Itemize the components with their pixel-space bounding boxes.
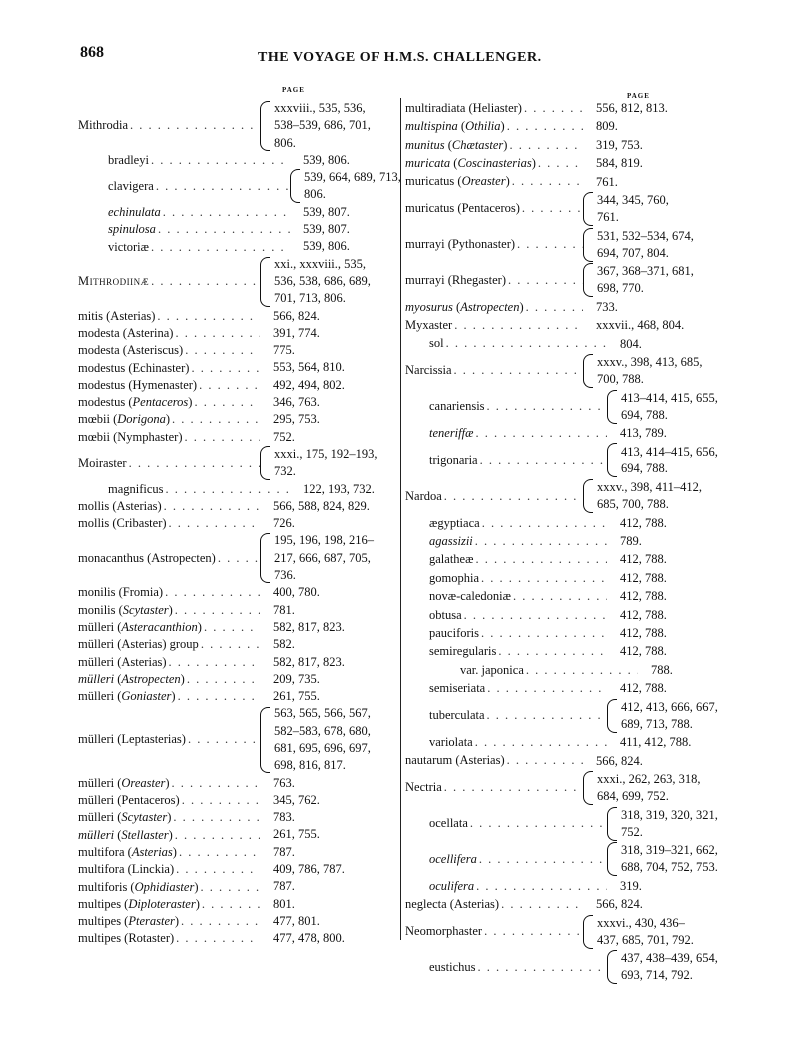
page-refs: 437, 685, 701, 792. — [597, 932, 694, 947]
brace — [583, 354, 593, 388]
page-refs: 685, 700, 788. — [597, 497, 669, 512]
page-refs: 806. — [274, 135, 296, 150]
page-refs: 391, 774. — [273, 325, 320, 340]
page-refs: 261, 755. — [273, 827, 320, 842]
page-refs: 367, 368–371, 681, — [597, 264, 694, 279]
brace — [607, 443, 617, 477]
entry-name: Neomorphaster . . . — [405, 924, 583, 939]
index-entry — [78, 896, 394, 913]
entry-name: modestus (Pentaceros) . . . — [78, 395, 260, 410]
entry-name: modestus (Hymenaster) . . . — [78, 378, 260, 393]
page-refs: 195, 196, 198, 216– — [274, 533, 374, 548]
index-entry — [78, 584, 394, 601]
page-refs: 584, 819. — [596, 156, 643, 171]
index-entry — [405, 137, 730, 154]
entry-name: agassizii . . . — [405, 534, 607, 549]
page-refs: 411, 412, 788. — [620, 735, 692, 750]
index-entry — [405, 228, 730, 262]
entry-name: obtusa . . . — [405, 608, 607, 623]
page-refs: 437, 438–439, 654, — [621, 951, 718, 966]
brace — [260, 533, 270, 583]
page-refs: 701, 713, 806. — [274, 291, 346, 306]
brace — [260, 101, 270, 151]
entry-name: mülleri (Oreaster) . . . — [78, 776, 260, 791]
page-refs: 582, 817, 823. — [273, 654, 345, 669]
page-refs: 681, 695, 696, 697, — [274, 740, 371, 755]
page-refs: 319, 753. — [596, 137, 643, 152]
entry-name: ocellifera . . . — [405, 852, 607, 867]
page-refs: 412, 788. — [620, 644, 667, 659]
index-entry — [405, 896, 730, 913]
entry-name: mülleri (Astropecten) . . . — [78, 672, 260, 687]
page-refs: xxxvi., 430, 436– — [597, 915, 685, 930]
entry-name: mollis (Cribaster) . . . — [78, 516, 260, 531]
page-refs: 761. — [597, 209, 619, 224]
right-column — [405, 86, 730, 986]
page-refs: xxxviii., 535, 536, — [274, 101, 366, 115]
index-entry — [78, 775, 394, 792]
page-refs: 295, 753. — [273, 412, 320, 427]
page-refs: 732. — [274, 464, 296, 479]
page-refs: 412, 788. — [620, 589, 667, 604]
entry-name: multifora (Linckia) . . . — [78, 862, 260, 877]
page-refs: 492, 494, 802. — [273, 377, 345, 392]
entry-name: monilis (Fromia) . . . — [78, 585, 260, 600]
index-entry — [78, 809, 394, 826]
page-refs: 413, 789. — [620, 426, 667, 441]
page-refs: 775. — [273, 343, 295, 358]
page-refs: 413–414, 415, 655, — [621, 390, 718, 405]
index-entry — [405, 570, 730, 587]
page-label-right: PAGE — [627, 92, 650, 100]
entry-name: semiregularis . . . — [405, 644, 607, 659]
entry-name: ocellata . . . — [405, 816, 607, 831]
page-refs: 788. — [651, 662, 673, 677]
entry-name: munitus (Chætaster) . . . — [405, 138, 583, 153]
entry-name: magnificus . . . — [78, 482, 290, 497]
index-entry — [405, 680, 730, 697]
page-refs: 122, 193, 732. — [303, 481, 375, 496]
left-column — [78, 86, 401, 948]
page-refs: 318, 319, 320, 321, — [621, 807, 718, 822]
index-entry — [78, 861, 394, 878]
page-refs: xxxi., 175, 192–193, — [274, 446, 378, 461]
index-entry — [78, 152, 394, 169]
index-entry — [405, 174, 730, 191]
entry-name: mülleri (Scytaster) . . . — [78, 810, 260, 825]
entry-name: teneriffæ . . . — [405, 426, 607, 441]
page-refs: 412, 788. — [620, 681, 667, 696]
index-entry — [405, 479, 730, 513]
entry-name: multiforа (Asterias) . . . — [78, 845, 260, 860]
entry-name: muricata (Coscinasterias) . . . — [405, 156, 583, 171]
index-entry — [78, 411, 394, 428]
page-refs: 783. — [273, 810, 295, 825]
running-head: THE VOYAGE OF H.M.S. CHALLENGER. — [258, 50, 542, 65]
entry-name: multiradiata (Heliaster) . . . — [405, 101, 583, 116]
page-refs: 412, 788. — [620, 607, 667, 622]
index-entry — [78, 532, 394, 584]
page-refs: 787. — [273, 844, 295, 859]
page-refs: 566, 588, 824, 829. — [273, 498, 370, 513]
page-refs: 412, 788. — [620, 515, 667, 530]
entry-name: multispina (Othilia) . . . — [405, 119, 583, 134]
entry-name: tuberculata . . . — [405, 708, 607, 723]
entry-name: mülleri (Goniaster) . . . — [78, 689, 260, 704]
page-refs: 556, 812, 813. — [596, 101, 668, 115]
page-refs: 261, 755. — [273, 689, 320, 704]
page-refs: 538–539, 686, 701, — [274, 118, 371, 133]
index-entry — [405, 699, 730, 733]
index-entry — [78, 481, 394, 498]
index-entry — [405, 118, 730, 135]
index-entry — [405, 354, 730, 388]
entry-name: trigonaria . . . — [405, 453, 607, 468]
index-entry — [405, 425, 730, 442]
entry-name: myosurus (Astropecten) . . . — [405, 300, 583, 315]
entry-name: mitis (Asterias) . . . — [78, 309, 260, 324]
brace — [607, 699, 617, 733]
index-entry — [78, 498, 394, 515]
entry-name: multipes (Rotaster) . . . — [78, 931, 260, 946]
page-refs: 345, 762. — [273, 792, 320, 807]
brace — [583, 192, 593, 226]
brace — [607, 807, 617, 841]
index-entry — [405, 443, 730, 477]
page-refs: 726. — [273, 516, 295, 531]
index-entry — [405, 551, 730, 568]
page-refs: 412, 413, 666, 667, — [621, 699, 718, 714]
page-refs: 477, 801. — [273, 913, 320, 928]
entry-name: Moiraster . . . — [78, 456, 260, 471]
index-entry — [78, 308, 394, 325]
index-entry — [78, 792, 394, 809]
index-entry — [78, 654, 394, 671]
index-entry — [78, 619, 394, 636]
entry-name: variolata . . . — [405, 735, 607, 750]
entry-name: Mithrodiinæ . . . — [78, 274, 260, 289]
page-refs: 700, 788. — [597, 371, 644, 386]
page-refs: 477, 478, 800. — [273, 931, 345, 946]
page-refs: 694, 788. — [621, 461, 668, 476]
index-entry — [405, 625, 730, 642]
entry-name: novæ-caledoniæ . . . — [405, 589, 607, 604]
entry-name: oculifera . . . — [405, 879, 607, 894]
index-entry — [405, 317, 730, 334]
page-refs: 539, 664, 689, 713, — [304, 170, 401, 185]
page-refs: xxxv., 398, 413, 685, — [597, 355, 703, 370]
index-entry — [405, 299, 730, 316]
entry-name: multipes (Diploteraster) . . . — [78, 897, 260, 912]
page-refs: 209, 735. — [273, 671, 320, 686]
entry-name: mollis (Asterias) . . . — [78, 499, 260, 514]
entry-name: var. japonica . . . — [405, 663, 638, 678]
page-refs: 698, 770. — [597, 281, 644, 296]
page-refs: 733. — [596, 299, 618, 314]
page-refs: 344, 345, 760, — [597, 193, 669, 208]
page-refs: 536, 538, 686, 689, — [274, 273, 371, 288]
page-refs: 566, 824. — [596, 897, 643, 912]
page-refs: 409, 786, 787. — [273, 862, 345, 877]
page-refs: 761. — [596, 174, 618, 189]
entry-name: Narcissia . . . — [405, 363, 583, 378]
page-refs: xxxi., 262, 263, 318, — [597, 772, 701, 787]
entry-name: muricatus (Pentaceros) . . . — [405, 201, 583, 216]
entry-name: Nardoa . . . — [405, 489, 583, 504]
entry-name: mülleri (Asterias) . . . — [78, 655, 260, 670]
index-entry — [78, 636, 394, 653]
page-number: 868 — [80, 44, 104, 61]
entry-name: modesta (Asteriscus) . . . — [78, 343, 260, 358]
page-refs: 809. — [596, 119, 618, 134]
page-refs: 752. — [273, 429, 295, 444]
index-entry — [78, 394, 394, 411]
entry-name: mülleri (Asteracanthion) . . . — [78, 620, 260, 635]
brace — [260, 446, 270, 480]
entry-name: Nectria . . . — [405, 780, 583, 795]
entry-name: monacanthus (Astropecten) . . . — [78, 551, 260, 566]
entry-name: mœbii (Dorigona) . . . — [78, 412, 260, 427]
page-refs: 400, 780. — [273, 585, 320, 600]
index-entry — [78, 377, 394, 394]
index-entry — [405, 336, 730, 353]
entry-name: sol . . . — [405, 336, 607, 351]
page-label-left: PAGE — [282, 86, 305, 94]
page-refs: 789. — [620, 534, 642, 549]
page-refs: 539, 807. — [303, 222, 350, 237]
index-entry — [405, 643, 730, 660]
entry-name: canariensis . . . — [405, 399, 607, 414]
entry-name: Myxaster . . . — [405, 318, 583, 333]
page-refs: 582. — [273, 637, 295, 652]
entry-name: gomophia . . . — [405, 571, 607, 586]
brace — [607, 842, 617, 876]
index-entry — [78, 169, 401, 204]
index-entry — [78, 844, 394, 861]
index-entry — [405, 878, 730, 895]
index-entry — [78, 100, 394, 152]
column-divider — [400, 98, 401, 940]
page-refs: 698, 816, 817. — [274, 758, 346, 773]
brace — [607, 390, 617, 424]
page-refs: 787. — [273, 879, 295, 894]
index-entry — [405, 734, 730, 751]
entry-name: mülleri (Asterias) group . . . — [78, 637, 260, 652]
index-entry — [405, 950, 730, 984]
index-entry — [405, 515, 730, 532]
index-entry — [78, 429, 394, 446]
page-refs: 346, 763. — [273, 395, 320, 410]
page-refs: 694, 707, 804. — [597, 245, 669, 260]
index-entry — [405, 807, 730, 841]
brace — [583, 479, 593, 513]
index-entry — [78, 930, 394, 947]
page-refs: 689, 713, 788. — [621, 716, 693, 731]
page-refs: 736. — [274, 568, 296, 583]
entry-name: multipes (Pteraster) . . . — [78, 914, 260, 929]
entry-name: semiseriata . . . — [405, 681, 607, 696]
index-entry — [78, 671, 394, 688]
index-entry — [78, 204, 394, 221]
index-entry — [78, 878, 394, 895]
brace — [260, 707, 270, 773]
index-entry — [405, 100, 730, 117]
brace — [260, 257, 270, 307]
page-refs: xxxv., 398, 411–412, — [597, 480, 702, 495]
page-refs: 566, 824. — [596, 753, 643, 768]
page-refs: 688, 704, 752, 753. — [621, 860, 718, 875]
brace — [583, 915, 593, 949]
page-refs: 563, 565, 566, 567, — [274, 706, 371, 721]
entry-name: ægyptiaca . . . — [405, 516, 607, 531]
index-entry — [405, 192, 730, 226]
page-refs: 752. — [621, 824, 643, 839]
entry-name: muricatus (Oreaster) . . . — [405, 174, 583, 189]
page-refs: 806. — [304, 187, 326, 202]
index-entry — [78, 238, 394, 255]
page-refs: 413, 414–415, 656, — [621, 444, 718, 459]
entry-name: echinulata . . . — [78, 205, 290, 220]
page-refs: 566, 824. — [273, 308, 320, 323]
page-refs: 763. — [273, 775, 295, 790]
page-refs: 412, 788. — [620, 626, 667, 641]
index-entry — [405, 753, 730, 770]
page-refs: 412, 788. — [620, 570, 667, 585]
entry-name: mülleri (Stellaster) . . . — [78, 828, 260, 843]
brace — [290, 169, 300, 203]
index-entry — [78, 221, 394, 238]
entry-name: murrayi (Rhegaster) . . . — [405, 273, 583, 288]
entry-name: victoriæ . . . — [78, 240, 290, 255]
index-entry — [405, 662, 730, 679]
index-entry — [405, 533, 730, 550]
entry-name: nautarum (Asterias) . . . — [405, 753, 583, 768]
page-refs: 539, 807. — [303, 204, 350, 219]
entry-name: mœbii (Nymphaster) . . . — [78, 430, 260, 445]
entry-name: pauciforis . . . — [405, 626, 607, 641]
entry-name: modesta (Asterina) . . . — [78, 326, 260, 341]
page-refs: 804. — [620, 336, 642, 351]
page-refs: 684, 699, 752. — [597, 788, 669, 803]
entry-name: modestus (Echinaster) . . . — [78, 361, 260, 376]
page-refs: 412, 788. — [620, 552, 667, 567]
entry-name: galatheæ . . . — [405, 552, 607, 567]
index-entry — [405, 607, 730, 624]
index-entry — [405, 155, 730, 172]
page-refs: 539, 806. — [303, 239, 350, 254]
entry-name: neglecta (Asterias) . . . — [405, 897, 583, 912]
index-entry — [405, 771, 730, 805]
entry-name: multiforis (Ophidiaster) . . . — [78, 880, 260, 895]
page-refs: 582, 817, 823. — [273, 619, 345, 634]
page-refs: 318, 319–321, 662, — [621, 843, 718, 858]
page-refs: 693, 714, 792. — [621, 968, 693, 983]
page-refs: 319. — [620, 878, 642, 893]
index-entry — [405, 263, 730, 297]
entry-name: monilis (Scytaster) . . . — [78, 603, 260, 618]
index-entry — [78, 826, 394, 843]
entry-name: mülleri (Pentaceros) . . . — [78, 793, 260, 808]
index-entry — [78, 256, 394, 308]
index-entry — [78, 705, 394, 774]
page-refs: 694, 788. — [621, 407, 668, 422]
index-entry — [78, 688, 394, 705]
index-entry — [78, 913, 394, 930]
page-refs: xxxvii., 468, 804. — [596, 318, 685, 333]
index-entry — [405, 588, 730, 605]
index-entry — [405, 915, 730, 949]
entry-name: spinulosa . . . — [78, 222, 290, 237]
page-refs: 781. — [273, 602, 295, 617]
entry-name: Mithrodia . . . — [78, 118, 260, 133]
index-entry — [405, 390, 730, 424]
entry-name: bradleyi . . . — [78, 153, 290, 168]
brace — [583, 228, 593, 262]
index-entry — [78, 446, 394, 481]
page-refs: xxi., xxxviii., 535, — [274, 256, 367, 271]
index-entry — [78, 602, 394, 619]
index-entry — [78, 325, 394, 342]
brace — [583, 771, 593, 805]
page-refs: 217, 666, 687, 705, — [274, 550, 371, 565]
page-refs: 801. — [273, 896, 295, 911]
entry-name: murrayi (Pythonaster) . . . — [405, 237, 583, 252]
page-refs: 582–583, 678, 680, — [274, 723, 371, 738]
index-entry — [78, 359, 394, 376]
page-refs: 531, 532–534, 674, — [597, 228, 694, 243]
page-refs: 553, 564, 810. — [273, 360, 345, 375]
index-entry — [78, 515, 394, 532]
index-entry — [78, 342, 394, 359]
index-entry — [405, 842, 730, 876]
brace — [607, 950, 617, 984]
brace — [583, 263, 593, 297]
entry-name: mülleri (Leptasterias) . . . — [78, 732, 260, 747]
entry-name: clavigera . . . — [78, 179, 290, 194]
page-refs: 539, 806. — [303, 152, 350, 167]
entry-name: eustichus . . . — [405, 960, 607, 975]
